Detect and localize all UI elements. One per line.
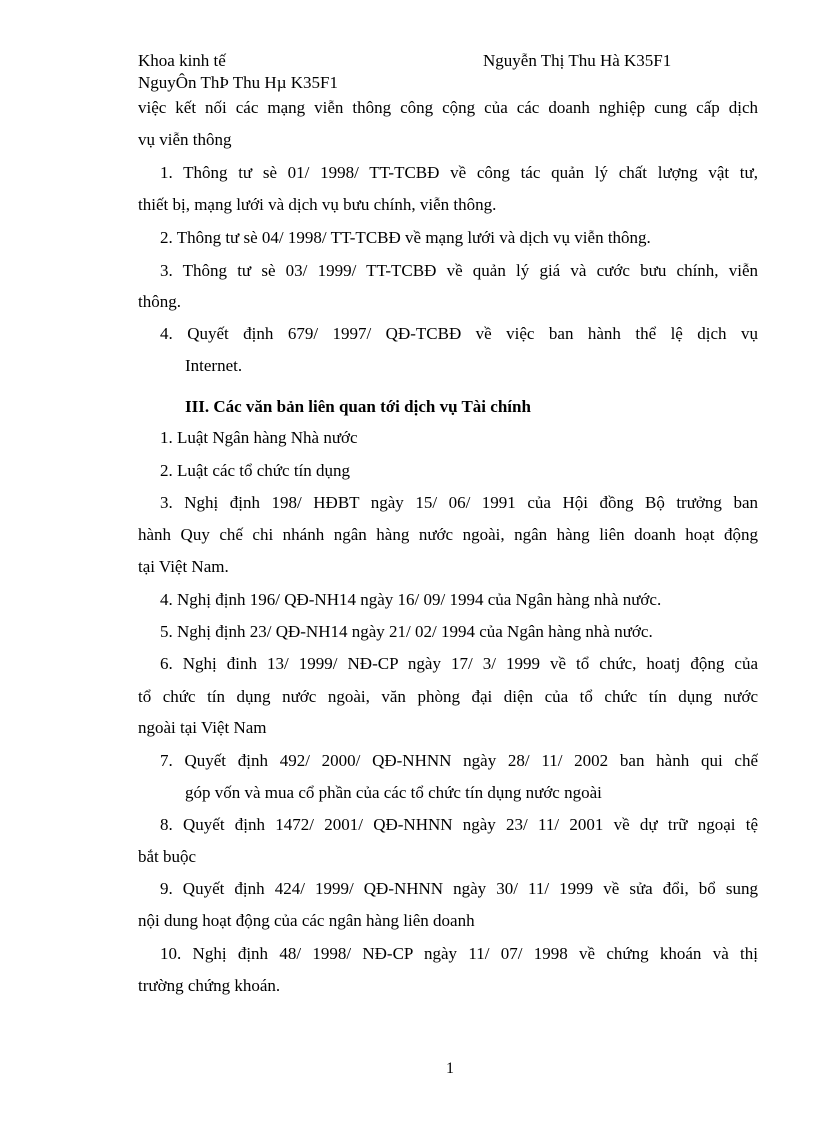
header-department: Khoa kinh tế [138,51,226,70]
finance-item-7-line-1: 7. Quyết định 492/ 2000/ QĐ-NHNN ngày 28/ 11/ 2002 ban hành qui chế [160,751,758,770]
finance-item-3-line-1: 3. Nghị định 198/ HĐBT ngày 15/ 06/ 1991 của Hội đồng Bộ trưởng ban [160,493,758,512]
finance-item-1-line-1: 1. Luật Ngân hàng Nhà nước [160,428,358,447]
finance-item-4-line-1: 4. Nghị định 196/ QĐ-NH14 ngày 16/ 09/ 1994 của Ngân hàng nhà nước. [160,590,662,609]
finance-item-7-line-2: góp vốn và mua cổ phần của các tổ chức tín dụng nước ngoài [185,783,602,802]
telecom-item-4-line-1: 4. Quyết định 679/ 1997/ QĐ-TCBĐ về việc ban hành thể lệ dịch vụ [160,324,758,343]
telecom-item-3-line-1: 3. Thông tư sè 03/ 1999/ TT-TCBĐ về quản lý giá và cước bưu chính, viễn [160,261,758,280]
intro-line-1: việc kết nối các mạng viễn thông công cộng của các doanh nghiệp cung cấp dịch [138,98,758,117]
finance-item-9-line-1: 9. Quyết định 424/ 1999/ QĐ-NHNN ngày 30/ 11/ 1999 về sửa đổi, bổ sung [160,879,758,898]
header-author: Nguyễn Thị Thu Hà K35F1 [483,51,672,70]
finance-item-9-line-2: nội dung hoạt động của các ngân hàng liên doanh [138,911,475,930]
section-heading: III. Các văn bản liên quan tới dịch vụ Tài chính [185,397,531,416]
finance-item-6-line-3: ngoài tại Việt Nam [138,718,267,737]
finance-item-2-line-1: 2. Luật các tổ chức tín dụng [160,461,351,480]
finance-item-6-line-1: 6. Nghị đinh 13/ 1999/ NĐ-CP ngày 17/ 3/ 1999 về tổ chức, hoatj động của [160,654,758,673]
telecom-item-3-line-2: thông. [138,292,181,311]
finance-item-10-line-2: trường chứng khoán. [138,976,281,995]
finance-item-6-line-2: tổ chức tín dụng nước ngoài, văn phòng đại diện của tổ chức tín dụng nước [138,687,758,706]
intro-line-2: vụ viễn thông [138,130,232,149]
telecom-item-1-line-1: 1. Thông tư sè 01/ 1998/ TT-TCBĐ về công tác quản lý chất lượng vật tư, [160,163,758,182]
page-number: 1 [446,1060,454,1077]
finance-item-3-line-3: tại Việt Nam. [138,557,229,576]
telecom-item-2-line-1: 2. Thông tư sè 04/ 1998/ TT-TCBĐ về mạng lưới và dịch vụ viễn thông. [160,228,651,247]
telecom-item-1-line-2: thiết bị, mạng lưới và dịch vụ bưu chính, viễn thông. [138,195,497,214]
header-author-garbled: NguyÔn ThÞ Thu Hµ K35F1 [138,73,338,92]
finance-item-3-line-2: hành Quy chế chi nhánh ngân hàng nước ngoài, ngân hàng liên doanh hoạt động [138,525,758,544]
finance-item-10-line-1: 10. Nghị định 48/ 1998/ NĐ-CP ngày 11/ 07/ 1998 về chứng khoán và thị [160,944,758,963]
finance-item-8-line-1: 8. Quyết định 1472/ 2001/ QĐ-NHNN ngày 23/ 11/ 2001 về dự trữ ngoại tệ [160,815,758,834]
telecom-item-4-line-2: Internet. [185,356,243,375]
finance-item-5-line-1: 5. Nghị định 23/ QĐ-NH14 ngày 21/ 02/ 1994 của Ngân hàng nhà nước. [160,622,653,641]
finance-item-8-line-2: bắt buộc [138,847,197,866]
